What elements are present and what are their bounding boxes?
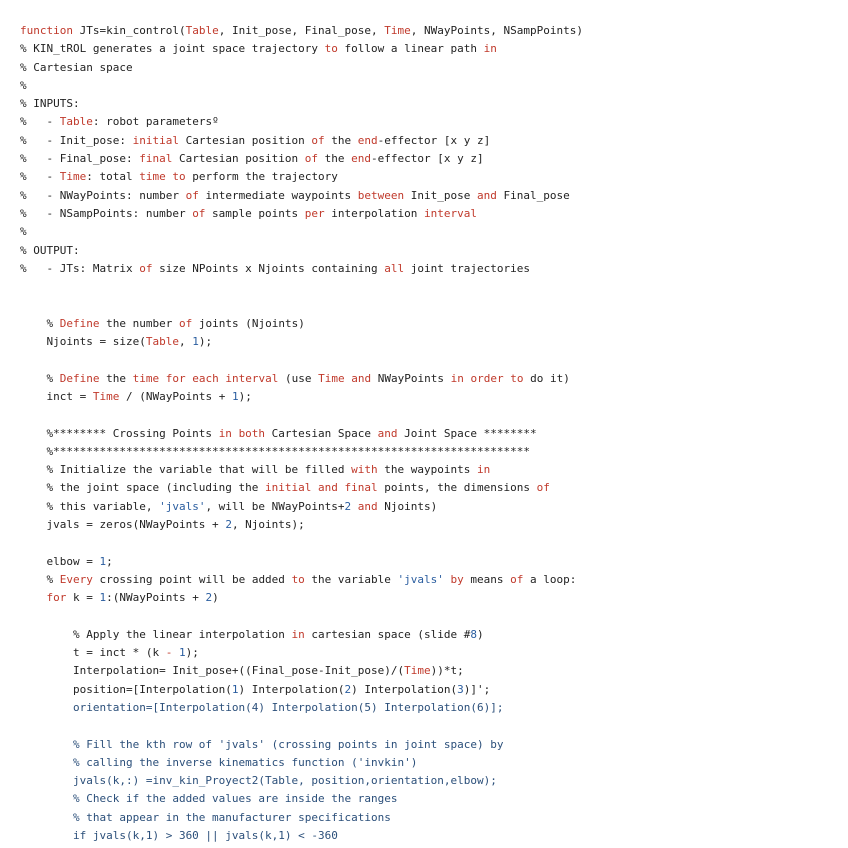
code-token: % calling the inverse kinematics function ('invkin') <box>20 755 418 769</box>
code-token: in <box>291 627 305 641</box>
code-token: % INPUTS: <box>20 97 80 111</box>
code-line <box>20 113 583 131</box>
code-token: initial <box>265 481 312 495</box>
code-token: t = inct * (k <box>20 646 166 660</box>
code-line <box>20 736 583 754</box>
code-token: % - JTs: Matrix <box>20 261 140 275</box>
code-token: of <box>311 133 325 147</box>
code-line <box>20 589 583 607</box>
code-token <box>232 427 239 440</box>
code-token: of <box>178 316 193 330</box>
code-token: , will be NWayPoints+ <box>205 499 345 513</box>
code-line <box>20 772 583 790</box>
code-token: , NWayPoints, NSampPoints) <box>410 24 583 37</box>
code-token: end <box>351 152 372 166</box>
code-listing <box>20 22 583 845</box>
code-line <box>20 370 583 388</box>
code-line <box>20 754 583 772</box>
code-token: % Cartesian space <box>20 60 133 74</box>
code-token: Final_pose <box>496 188 570 202</box>
code-token: Table <box>145 335 179 349</box>
code-token: Joint Space ******** <box>397 426 537 440</box>
code-token <box>338 481 345 494</box>
code-token: ) <box>212 591 219 605</box>
code-token: Init_pose <box>404 188 477 202</box>
code-token: cartesian space (slide # <box>304 627 471 641</box>
code-token: time <box>132 371 160 385</box>
code-token: initial <box>132 133 179 147</box>
code-line <box>20 132 583 150</box>
code-token: % that appear in the manufacturer specifications <box>20 810 391 824</box>
code-token: Time <box>384 24 411 37</box>
code-token: of <box>510 572 524 586</box>
code-token: - <box>165 646 173 660</box>
code-token: % Fill the kth row of 'jvals' (crossing points in joint space) by <box>20 737 504 751</box>
code-token: the <box>99 371 133 385</box>
code-line <box>20 388 583 406</box>
code-token: order <box>470 371 504 385</box>
code-token: of <box>185 188 199 202</box>
code-token: )]'; <box>463 682 491 696</box>
code-line <box>20 626 583 644</box>
code-token: % OUTPUT: <box>20 243 80 257</box>
code-line <box>20 479 583 497</box>
code-line <box>20 278 583 296</box>
code-token: ; <box>106 554 113 568</box>
code-line <box>20 553 583 571</box>
code-token: :(NWayPoints + <box>106 591 206 605</box>
code-token: a loop: <box>523 572 577 586</box>
code-token: the waypoints <box>377 463 477 477</box>
code-token: of <box>304 152 319 166</box>
code-token: % the joint space (including the <box>20 481 266 495</box>
code-token: interval <box>225 371 279 385</box>
code-line <box>20 40 583 58</box>
code-token: 1 <box>99 554 107 568</box>
code-token: % - NWayPoints: number <box>20 188 186 202</box>
code-token: follow a linear path <box>337 42 484 56</box>
code-token: and <box>477 188 497 202</box>
code-token: , Njoints); <box>231 518 305 532</box>
code-token: of <box>536 481 550 495</box>
code-token: perform the trajectory <box>185 170 338 184</box>
code-token: -effector [x y z] <box>371 152 484 166</box>
code-token: % <box>20 316 60 330</box>
code-token: 3 <box>457 682 464 696</box>
code-token: in <box>450 371 464 385</box>
code-line <box>20 406 583 424</box>
code-token: to <box>510 371 524 385</box>
code-token: final <box>139 152 173 166</box>
code-token: per <box>304 206 325 220</box>
code-token: in <box>476 463 491 477</box>
code-token: % this variable, <box>20 499 160 513</box>
code-token: : robot parametersº <box>92 115 219 129</box>
code-token: Interpolation= Init_pose+((Final_pose-Init_pose)/( <box>20 664 405 678</box>
code-token: of <box>139 261 153 275</box>
code-token: and <box>318 481 338 495</box>
code-token: % - Final_pose: <box>20 152 140 166</box>
code-token: intermediate waypoints <box>198 188 358 202</box>
code-token: interpolation <box>324 206 424 220</box>
code-token: to <box>291 572 305 586</box>
code-token: orientation=[Interpolation(4) Interpolation(5) Interpolation(6)]; <box>20 700 504 714</box>
code-line <box>20 443 583 461</box>
code-token: Cartesian position <box>178 133 312 147</box>
code-token: in <box>483 42 497 56</box>
code-line <box>20 315 583 333</box>
code-line <box>20 827 583 845</box>
code-token: jvals(k,:) =inv_kin_Proyect2(Table, position,orientation,elbow); <box>20 774 497 788</box>
code-line <box>20 187 583 205</box>
code-line <box>20 242 583 260</box>
code-token: joint trajectories <box>404 261 530 275</box>
code-line <box>20 461 583 479</box>
code-token: 1 <box>231 389 239 403</box>
code-token: Cartesian Space <box>265 426 378 440</box>
code-token: jvals = zeros(NWayPoints + <box>20 518 226 532</box>
code-token: Table <box>59 115 93 129</box>
code-token: , Init_pose, Final_pose, <box>218 24 385 37</box>
code-token <box>172 646 179 659</box>
code-token: Time <box>92 389 120 403</box>
code-line <box>20 150 583 168</box>
code-token: of <box>192 206 206 220</box>
code-token: 2 <box>344 682 352 696</box>
code-token: and <box>357 499 378 513</box>
code-token: 2 <box>225 518 232 532</box>
code-token: and <box>377 426 398 440</box>
code-token: means <box>463 572 511 586</box>
code-token: time <box>139 170 166 184</box>
code-line <box>20 790 583 808</box>
code-token: in <box>218 426 232 440</box>
code-token: with <box>351 463 378 477</box>
code-line <box>20 223 583 241</box>
code-token: crossing point will be added <box>92 572 292 586</box>
code-token: Every <box>59 572 93 586</box>
code-line <box>20 534 583 552</box>
code-token: k = <box>66 591 100 605</box>
code-token: 'jvals' <box>397 572 444 586</box>
code-token: % Initialize the variable that will be filled <box>20 463 352 477</box>
code-line <box>20 296 583 314</box>
code-line <box>20 205 583 223</box>
code-token: ); <box>185 646 199 660</box>
code-line <box>20 681 583 699</box>
code-line <box>20 644 583 662</box>
code-line <box>20 351 583 369</box>
code-token: % <box>20 78 27 92</box>
code-token: Time <box>318 371 345 385</box>
code-token: inct = <box>20 389 93 403</box>
code-token: both <box>238 426 266 440</box>
code-token: and <box>351 371 372 385</box>
code-line <box>20 333 583 351</box>
code-token: Time <box>59 170 87 184</box>
code-token: the <box>324 133 358 147</box>
code-token: 1 <box>178 646 186 660</box>
code-token: all <box>384 261 405 275</box>
code-token: the number <box>99 316 179 330</box>
code-token: elbow = <box>20 554 100 568</box>
code-token: for <box>165 371 186 385</box>
code-line <box>20 571 583 589</box>
code-token: % Check if the added values are inside the ranges <box>20 792 398 806</box>
code-token: the variable <box>304 572 398 586</box>
code-token: Table <box>185 24 219 37</box>
code-token: 'jvals' <box>159 499 206 513</box>
code-token: % - <box>20 115 60 129</box>
code-token: ) <box>476 627 484 641</box>
code-token: % Apply the linear interpolation <box>20 627 292 641</box>
code-token: Cartesian position <box>172 152 305 166</box>
code-token: between <box>357 188 405 202</box>
code-line <box>20 59 583 77</box>
code-line <box>20 809 583 827</box>
code-line <box>20 608 583 626</box>
code-token: Njoints = size( <box>20 335 146 349</box>
code-line <box>20 662 583 680</box>
code-token: JTs=kin_control( <box>72 24 186 37</box>
code-token: points, the dimensions <box>377 481 537 495</box>
code-token <box>351 500 358 513</box>
code-token: Time <box>404 664 431 678</box>
code-token: sample points <box>205 206 305 220</box>
code-token: to <box>324 42 338 56</box>
code-token: final <box>344 481 378 495</box>
code-token: 1 <box>192 335 199 349</box>
code-line <box>20 425 583 443</box>
code-line <box>20 168 583 186</box>
code-line <box>20 260 583 278</box>
code-token: ) Interpolation( <box>238 682 345 696</box>
code-token <box>159 372 166 385</box>
code-token: % <box>20 225 27 239</box>
code-token: % - NSampPoints: number <box>20 206 193 220</box>
code-token: the <box>318 152 352 166</box>
code-token: if jvals(k,1) > 360 || jvals(k,1) < -360 <box>20 829 338 843</box>
code-token: Njoints) <box>377 499 438 513</box>
code-token: ))*t; <box>430 664 464 678</box>
code-token: -effector [x y z] <box>377 133 491 147</box>
code-token: 1 <box>231 682 239 696</box>
code-line <box>20 699 583 717</box>
code-token: ); <box>238 389 252 403</box>
code-token: (use <box>278 371 319 385</box>
code-token: ); <box>198 335 213 349</box>
code-token <box>20 591 47 604</box>
code-token: end <box>357 133 378 147</box>
code-token: % KIN_tROL generates a joint space trajectory <box>20 42 325 56</box>
code-token: by <box>450 572 464 586</box>
code-token: size NPoints x Njoints containing <box>152 261 385 275</box>
code-token: position=[Interpolation( <box>20 682 232 696</box>
code-token: 1 <box>99 591 107 605</box>
code-token: / (NWayPoints + <box>119 389 232 403</box>
code-token: %******** Crossing Points <box>20 426 219 440</box>
code-line <box>20 516 583 534</box>
code-token: Define <box>59 371 100 385</box>
code-token: Define <box>59 316 100 330</box>
code-token: 2 <box>344 499 352 513</box>
code-line <box>20 77 583 95</box>
code-line <box>20 498 583 516</box>
code-token: ) Interpolation( <box>351 682 458 696</box>
code-line <box>20 95 583 113</box>
code-token: % <box>20 371 60 385</box>
code-token: function <box>20 24 73 37</box>
code-token: %************************************************************************ <box>20 444 530 458</box>
code-token: : total <box>86 170 140 184</box>
code-line <box>20 22 583 40</box>
code-token: each <box>192 371 219 385</box>
code-token: NWayPoints <box>371 371 451 385</box>
code-token: % - Init_pose: <box>20 133 133 147</box>
code-token: % - <box>20 170 60 184</box>
code-token: do it) <box>523 371 570 385</box>
code-token <box>444 573 451 586</box>
code-token: for <box>46 591 67 605</box>
code-token: interval <box>424 206 477 220</box>
code-token: to <box>172 170 186 184</box>
code-token: joints (Njoints) <box>192 316 305 330</box>
code-token: 8 <box>470 627 477 641</box>
code-token: , <box>178 335 193 349</box>
code-token: % <box>20 572 60 586</box>
code-token: 2 <box>205 591 213 605</box>
code-line <box>20 717 583 735</box>
